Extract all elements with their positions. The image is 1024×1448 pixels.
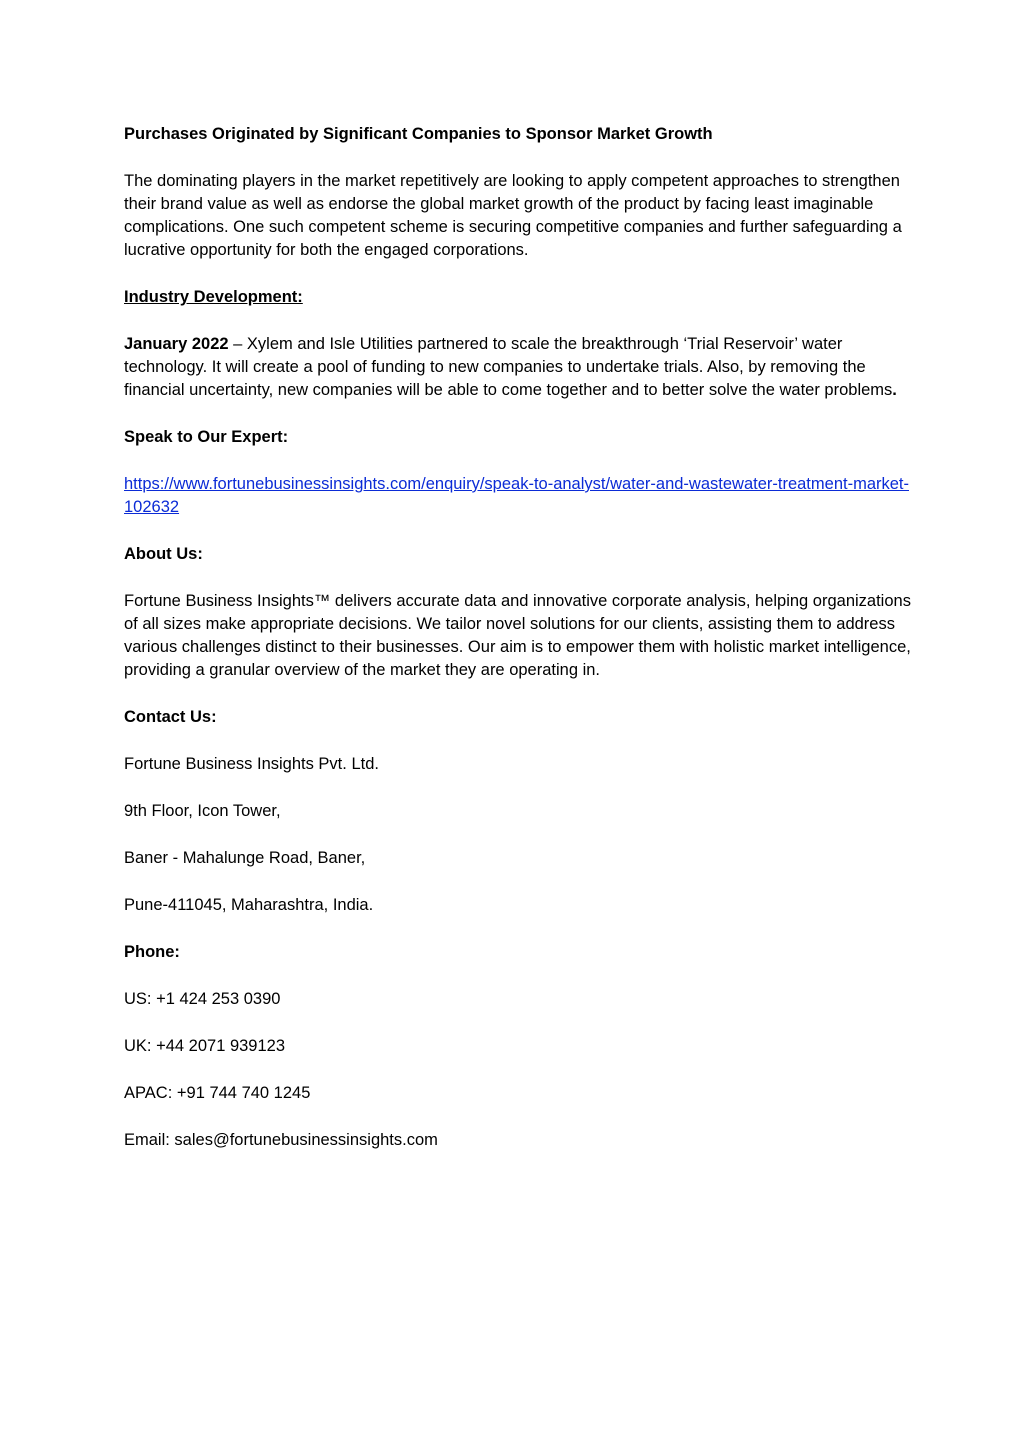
contact-email: Email: sales@fortunebusinessinsights.com: [124, 1131, 438, 1149]
section-heading: Purchases Originated by Significant Companies to Sponsor Market Growth: [124, 125, 713, 143]
phone-uk: UK: +44 2071 939123: [124, 1037, 286, 1055]
development-text: – Xylem and Isle Utilities partnered to scale the breakthrough ‘Trial Reservoir’ water technology. It will create a pool of funding to new companies to undertake trials. Also, by removing the financial uncertainty, new companies will be able to come together and to better solve the water problems: [124, 335, 893, 399]
contact-address-line2: Baner - Mahalunge Road, Baner,: [124, 849, 366, 867]
phone-apac: APAC: +91 744 740 1245: [124, 1084, 311, 1102]
contact-address-line3: Pune-411045, Maharashtra, India.: [124, 896, 374, 914]
contact-us-title: Contact Us:: [124, 708, 217, 726]
about-us-title: About Us:: [124, 545, 203, 563]
industry-development-title: Industry Development:: [124, 288, 303, 306]
phone-title: Phone:: [124, 943, 180, 961]
development-date: January 2022: [124, 335, 229, 353]
contact-company: Fortune Business Insights Pvt. Ltd.: [124, 755, 379, 773]
phone-us: US: +1 424 253 0390: [124, 990, 281, 1008]
expert-link-wrapper: [124, 473, 914, 519]
document-page: [124, 123, 914, 1176]
about-us-paragraph: Fortune Business Insights™ delivers accurate data and innovative corporate analysis, helping organizations of all sizes make appropriate decisions. We tailor novel solutions for our clients, assisting them to address various challenges distinct to their businesses. Our aim is to empower them with holistic market intelligence, providing a granular overview of the market they are operating in.: [124, 592, 911, 679]
industry-development-paragraph: [124, 333, 914, 402]
contact-address-line1: 9th Floor, Icon Tower,: [124, 802, 281, 820]
expert-link[interactable]: https://www.fortunebusinessinsights.com/enquiry/speak-to-analyst/water-and-wastewater-treatment-market-102632: [124, 475, 909, 516]
speak-to-expert-title: Speak to Our Expert:: [124, 428, 289, 446]
intro-paragraph: The dominating players in the market repetitively are looking to apply competent approaches to strengthen their brand value as well as endorse the global market growth of the product by facing least imaginable complications. One such competent scheme is securing competitive companies and further safeguarding a lucrative opportunity for both the engaged corporations.: [124, 172, 902, 259]
development-end-mark: .: [892, 381, 897, 399]
